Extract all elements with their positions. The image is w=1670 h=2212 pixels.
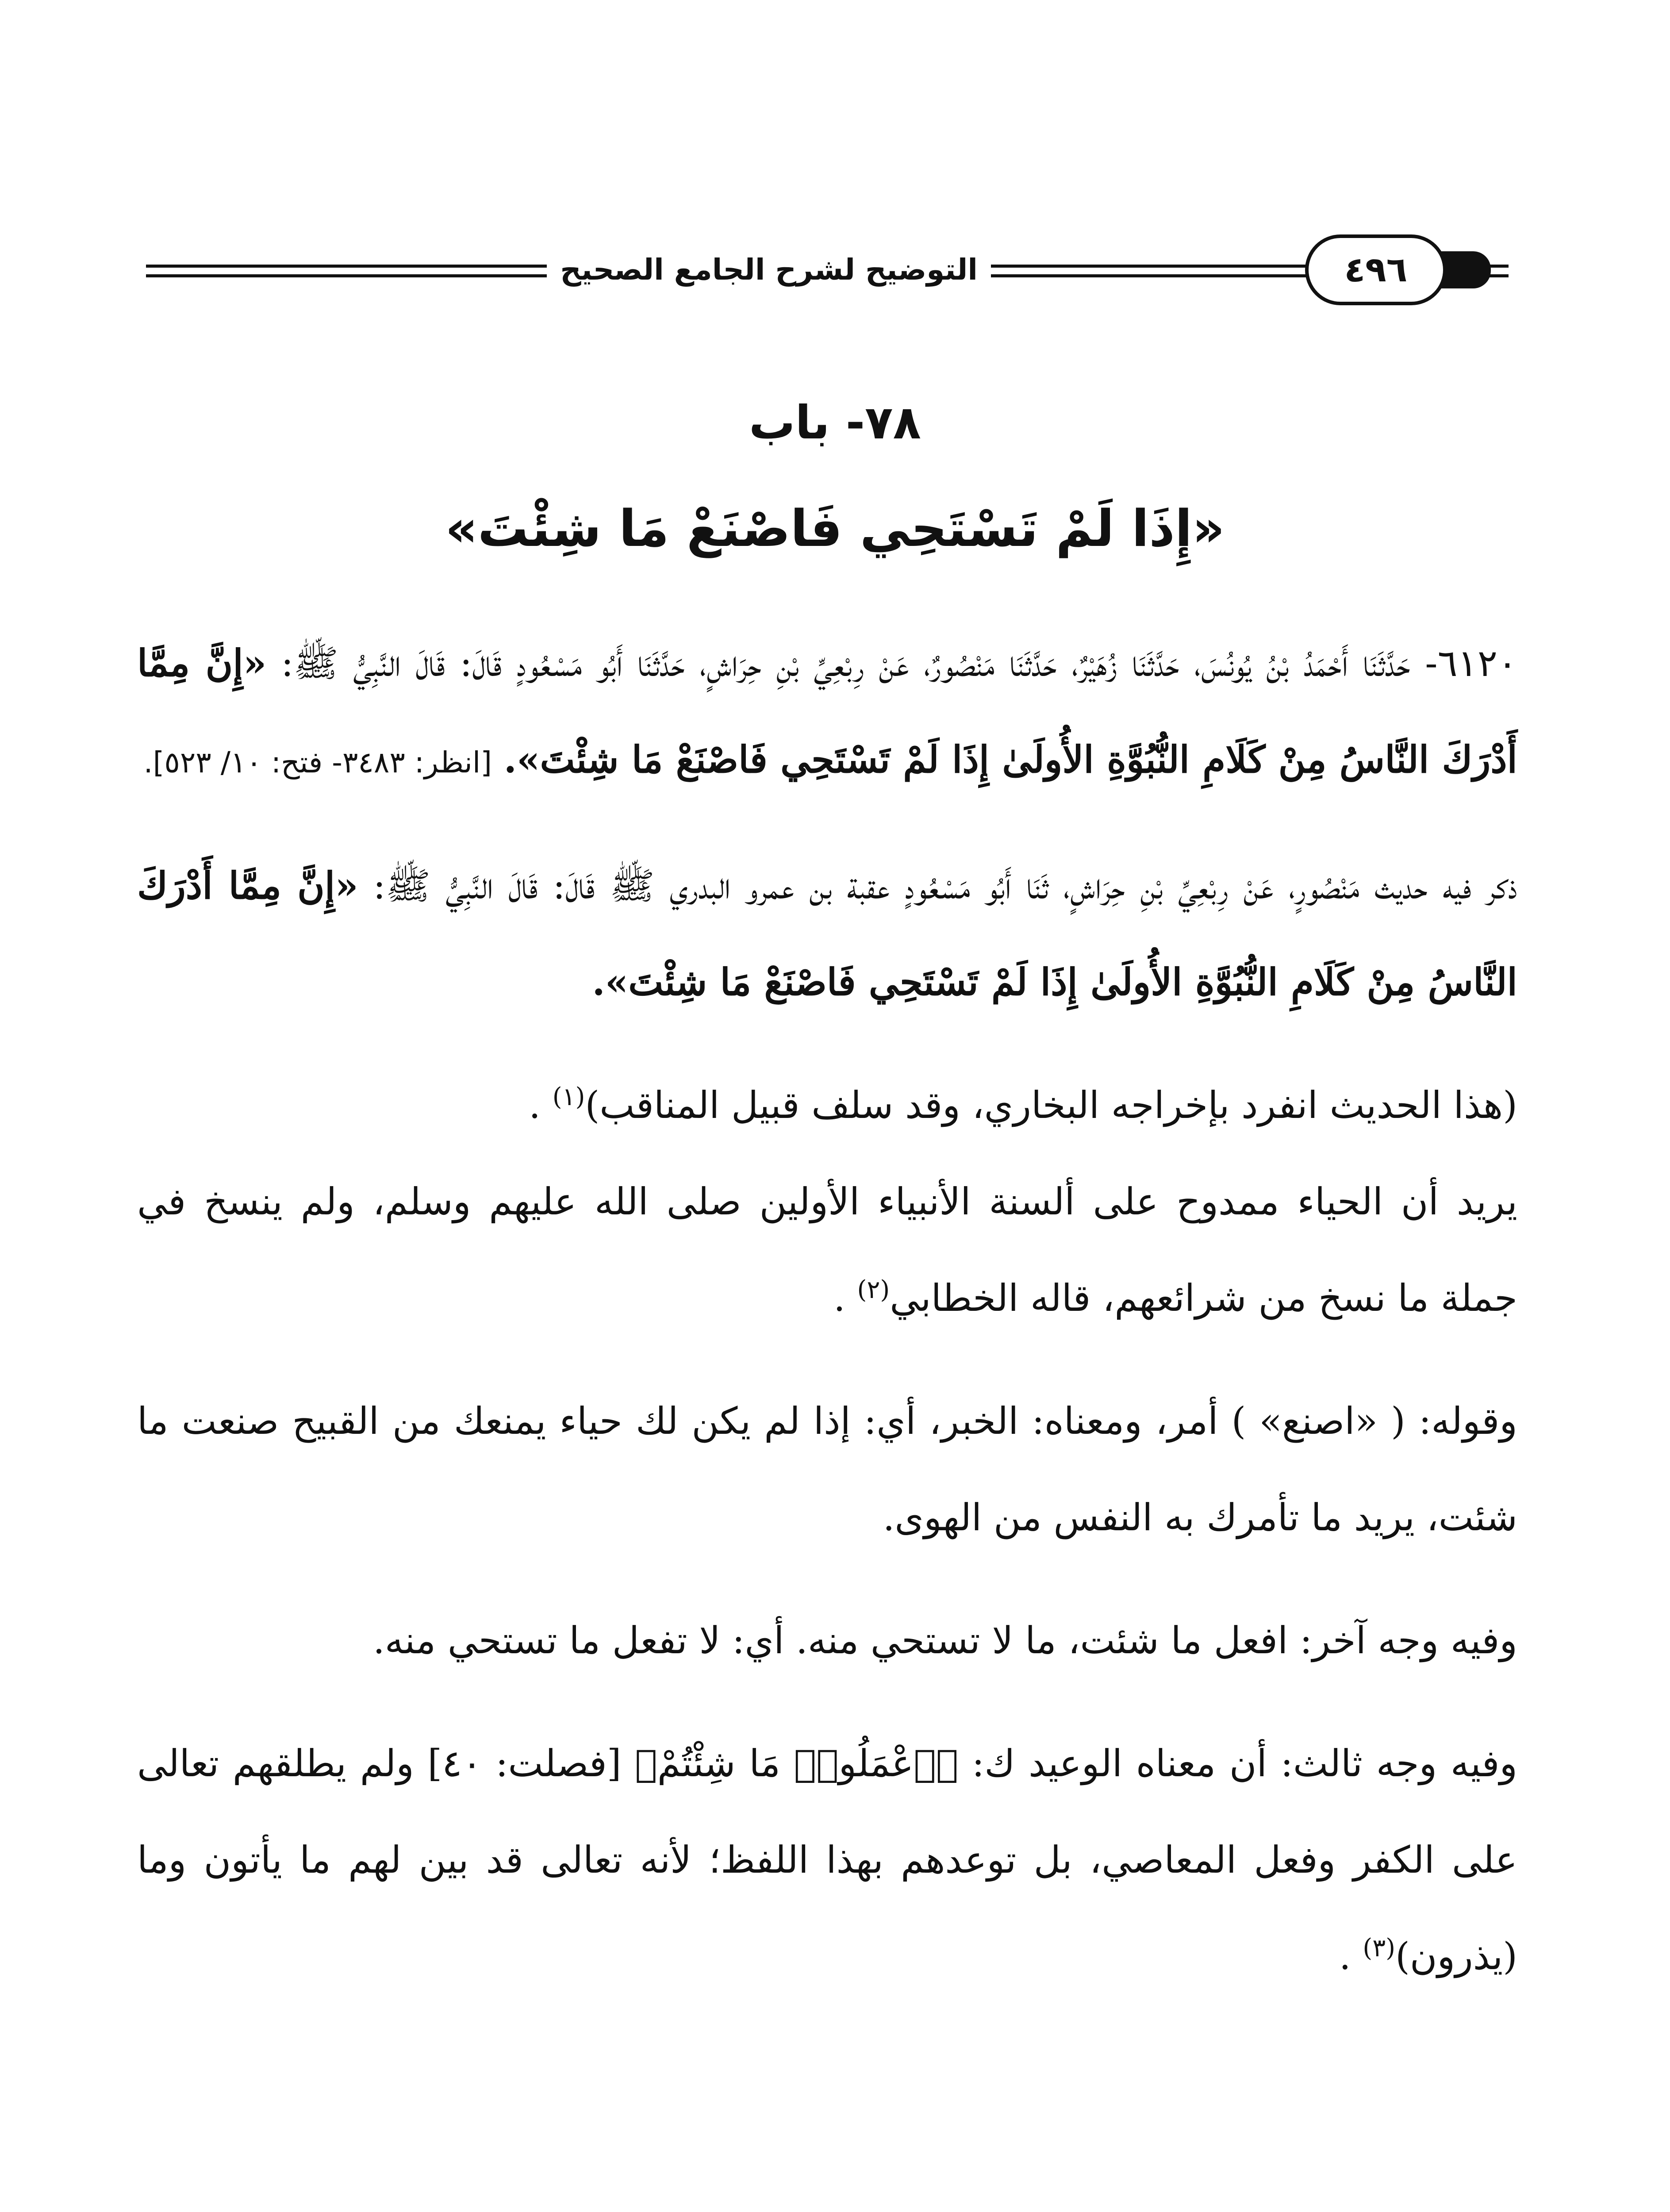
sentence-end: . — [529, 1083, 541, 1127]
quran-quote: ﴿ٱعْمَلُوا۟ مَا شِئْتُمْ﴾ — [635, 1742, 959, 1785]
sentence-end: . — [833, 1276, 845, 1320]
commentary-text: وفيه وجه آخر: افعل ما شئت، ما لا تستحي منه. أي: لا تفعل ما تستحي منه. — [373, 1619, 1517, 1662]
chapter-number: ٧٨- باب — [749, 396, 921, 449]
book-title: التوضيح لشرح الجامع الصحيح — [547, 248, 991, 292]
hadith-reference: [انظر: ٣٤٨٣- فتح: ١٠/ ٥٢٣]. — [143, 745, 492, 780]
hadith-chain: حَدَّثَنَا أَحْمَدُ بْنُ يُونُسَ، حَدَّثَنَا زُهَيْرٌ، حَدَّثَنَا مَنْصُورٌ، عَنْ رِبْعِيِّ بْنِ حِرَاشٍ، حَدَّثَنَا أَبُو مَسْعُودٍ قَالَ: قَالَ النَّبِيُّ ﷺ: — [281, 641, 1411, 685]
commentary-text: وقوله: ( «اصنع» ) أمر، ومعناه: الخبر، أي: إذا لم يكن لك حياء يمنعك من القبيح صنعت ما شئت، يريد ما تأمرك به النفس من الهوى. — [137, 1399, 1517, 1539]
footnote-marker-3[interactable]: (٣) — [1363, 1934, 1396, 1962]
commentary-text: يريد أن الحياء ممدوح على ألسنة الأنبياء الأولين صلى الله عليهم وسلم، ولم ينسخ في جملة ما نسخ من شرائعهم، قاله الخطابي — [137, 1180, 1517, 1320]
commentary-quote: «إِنَّ مِمَّا أَدْرَكَ النَّاسُ مِنْ كَلَامِ النُّبُوَّةِ الأُولَىٰ إِذَا لَمْ تَسْتَحِي فَاصْنَعْ مَا شِئْتَ». — [137, 864, 1517, 1004]
running-header — [146, 230, 1509, 310]
hadith-text: «إِنَّ مِمَّا أَدْرَكَ النَّاسُ مِنْ كَلَامِ النُّبُوَّةِ الأُولَىٰ إِذَا لَمْ تَسْتَحِي فَاصْنَعْ مَا شِئْتَ». — [137, 641, 1517, 781]
main-text — [137, 615, 1517, 2031]
page-number: ٤٩٦ — [1305, 234, 1447, 305]
chapter-title: «إِذَا لَمْ تَسْتَحِي فَاصْنَعْ مَا شِئْتَ» — [445, 499, 1225, 558]
commentary-paragraph-3 — [137, 1153, 1517, 1346]
commentary-paragraph-1 — [137, 837, 1517, 1030]
commentary-paragraph-4 — [137, 1373, 1517, 1566]
commentary-intro: ذكر فيه حديث مَنْصُورٍ، عَنْ رِبْعِيِّ بْنِ حِرَاشٍ، ثَنَا أَبُو مَسْعُودٍ عقبة بن عمرو البدري ﷺ قَالَ: قَالَ النَّبِيُّ ﷺ: — [373, 864, 1517, 907]
hadith-paragraph — [137, 615, 1517, 811]
commentary-paragraph-2 — [137, 1057, 1517, 1153]
sentence-end: . — [1339, 1935, 1351, 1978]
commentary-text: (هذا الحديث انفرد بإخراجه البخاري، وقد سلف قبيل المناقب) — [585, 1083, 1517, 1127]
commentary-paragraph-5 — [137, 1592, 1517, 1689]
footnote-marker-1[interactable]: (١) — [552, 1083, 585, 1111]
commentary-text: وفيه وجه ثالث: أن معناه الوعيد ك: — [971, 1742, 1518, 1785]
footnote-marker-2[interactable]: (٢) — [857, 1275, 890, 1304]
commentary-text: [فصلت: ٤٠] ولم يطلقهم تعالى على الكفر وفعل المعاصي، بل توعدهم بهذا اللفظ؛ لأنه تعالى قد بين لهم ما يأتون وما (يذرون) — [137, 1742, 1517, 1978]
hadith-number: ٦١٢٠- — [1425, 641, 1518, 685]
commentary-paragraph-6 — [137, 1715, 1517, 2005]
